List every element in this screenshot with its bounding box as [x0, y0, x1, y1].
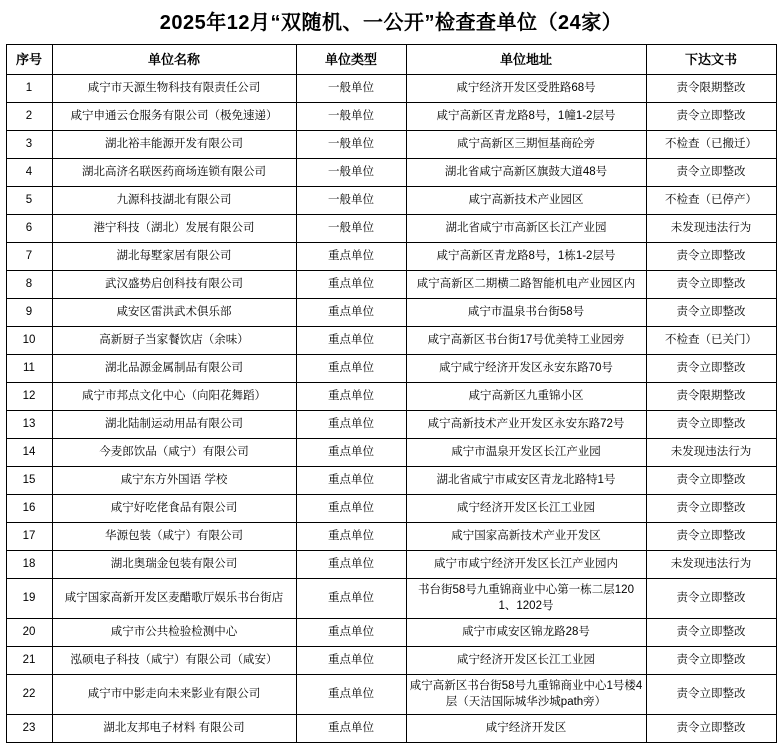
cell-unit-address: 咸宁高新区二期横二路智能机电产业园区内	[406, 271, 646, 299]
cell-index: 22	[6, 675, 52, 715]
cell-unit-type: 重点单位	[296, 495, 406, 523]
cell-unit-address: 咸宁高新技术产业开发区永安东路72号	[406, 411, 646, 439]
cell-unit-type: 一般单位	[296, 187, 406, 215]
cell-unit-type: 一般单位	[296, 215, 406, 243]
cell-unit-type: 重点单位	[296, 523, 406, 551]
cell-unit-type: 重点单位	[296, 551, 406, 579]
cell-index: 5	[6, 187, 52, 215]
table-header-row	[6, 45, 776, 75]
table-row	[6, 715, 776, 743]
cell-unit-address: 咸宁高新技术产业园区	[406, 187, 646, 215]
cell-unit-type: 一般单位	[296, 159, 406, 187]
cell-unit-address: 咸宁市咸宁经济开发区长江产业园内	[406, 551, 646, 579]
cell-issued-document: 未发现违法行为	[646, 551, 776, 579]
cell-unit-address: 咸宁经济开发区	[406, 715, 646, 743]
table-row	[6, 159, 776, 187]
table-row	[6, 439, 776, 467]
column-header-index: 序号	[6, 45, 52, 75]
cell-issued-document: 不检查（已关门）	[646, 327, 776, 355]
cell-unit-type: 重点单位	[296, 271, 406, 299]
cell-issued-document: 责令立即整改	[646, 411, 776, 439]
cell-unit-name: 湖北奥瑞金包装有限公司	[52, 551, 296, 579]
cell-unit-type: 重点单位	[296, 383, 406, 411]
cell-unit-type: 重点单位	[296, 243, 406, 271]
table-row	[6, 299, 776, 327]
cell-unit-address: 咸宁市温泉书台街58号	[406, 299, 646, 327]
table-row	[6, 647, 776, 675]
cell-issued-document: 责令立即整改	[646, 159, 776, 187]
cell-unit-address: 咸宁国家高新技术产业开发区	[406, 523, 646, 551]
cell-unit-address: 咸宁高新区青龙路8号，1栋1-2层号	[406, 243, 646, 271]
cell-issued-document: 责令立即整改	[646, 495, 776, 523]
cell-index: 4	[6, 159, 52, 187]
cell-unit-type: 重点单位	[296, 411, 406, 439]
cell-index: 18	[6, 551, 52, 579]
cell-unit-address: 咸宁高新区书台街17号优美特工业园旁	[406, 327, 646, 355]
cell-issued-document: 未发现违法行为	[646, 215, 776, 243]
cell-unit-address: 咸宁高新区三期恒基商砼旁	[406, 131, 646, 159]
table-row	[6, 411, 776, 439]
cell-issued-document: 责令立即整改	[646, 523, 776, 551]
cell-issued-document: 责令立即整改	[646, 271, 776, 299]
cell-unit-type: 重点单位	[296, 355, 406, 383]
table-row	[6, 383, 776, 411]
cell-unit-type: 重点单位	[296, 327, 406, 355]
cell-unit-type: 重点单位	[296, 647, 406, 675]
cell-unit-address: 湖北省咸宁市高新区长江产业园	[406, 215, 646, 243]
cell-unit-type: 重点单位	[296, 299, 406, 327]
cell-unit-address: 咸宁高新区九重锦小区	[406, 383, 646, 411]
cell-unit-name: 泓硕电子科技（咸宁）有限公司（咸安）	[52, 647, 296, 675]
cell-issued-document: 责令立即整改	[646, 647, 776, 675]
inspection-units-table	[6, 44, 777, 743]
cell-index: 14	[6, 439, 52, 467]
cell-unit-name: 高新厨子当家餐饮店（余味）	[52, 327, 296, 355]
table-row	[6, 131, 776, 159]
column-header-unit-type: 单位类型	[296, 45, 406, 75]
cell-unit-type: 一般单位	[296, 103, 406, 131]
cell-issued-document: 责令限期整改	[646, 383, 776, 411]
table-row	[6, 187, 776, 215]
column-header-unit-name: 单位名称	[52, 45, 296, 75]
table-row	[6, 495, 776, 523]
cell-index: 12	[6, 383, 52, 411]
table-row	[6, 103, 776, 131]
cell-unit-name: 湖北高济名联医药商场连锁有限公司	[52, 159, 296, 187]
cell-unit-name: 九源科技湖北有限公司	[52, 187, 296, 215]
cell-issued-document: 责令立即整改	[646, 619, 776, 647]
cell-index: 17	[6, 523, 52, 551]
cell-issued-document: 责令立即整改	[646, 243, 776, 271]
cell-index: 7	[6, 243, 52, 271]
cell-index: 20	[6, 619, 52, 647]
cell-unit-address: 湖北省咸宁高新区旗鼓大道48号	[406, 159, 646, 187]
cell-unit-address: 咸宁经济开发区长江工业园	[406, 495, 646, 523]
cell-index: 23	[6, 715, 52, 743]
cell-unit-name: 咸宁市邦点文化中心（向阳花舞蹈）	[52, 383, 296, 411]
cell-issued-document: 责令立即整改	[646, 675, 776, 715]
table-row	[6, 579, 776, 619]
cell-unit-type: 重点单位	[296, 619, 406, 647]
cell-unit-type: 重点单位	[296, 715, 406, 743]
cell-unit-name: 港宁科技（湖北）发展有限公司	[52, 215, 296, 243]
cell-unit-name: 湖北每墅家居有限公司	[52, 243, 296, 271]
table-row	[6, 75, 776, 103]
cell-unit-name: 湖北品源金属制品有限公司	[52, 355, 296, 383]
table-row	[6, 467, 776, 495]
cell-unit-name: 湖北陆制运动用品有限公司	[52, 411, 296, 439]
column-header-issued-document: 下达文书	[646, 45, 776, 75]
column-header-unit-address: 单位地址	[406, 45, 646, 75]
cell-unit-name: 华源包装（咸宁）有限公司	[52, 523, 296, 551]
cell-unit-name: 咸宁东方外国语 学校	[52, 467, 296, 495]
cell-index: 9	[6, 299, 52, 327]
table-row	[6, 523, 776, 551]
cell-unit-name: 今麦郎饮品（咸宁）有限公司	[52, 439, 296, 467]
cell-index: 15	[6, 467, 52, 495]
cell-unit-address: 湖北省咸宁市咸安区青龙北路特1号	[406, 467, 646, 495]
cell-issued-document: 责令立即整改	[646, 355, 776, 383]
cell-issued-document: 责令立即整改	[646, 467, 776, 495]
table-header	[6, 45, 776, 75]
cell-unit-address: 咸宁高新区青龙路8号，1幢1-2层号	[406, 103, 646, 131]
cell-unit-type: 重点单位	[296, 675, 406, 715]
cell-index: 19	[6, 579, 52, 619]
cell-unit-name: 咸宁市公共检验检测中心	[52, 619, 296, 647]
cell-index: 3	[6, 131, 52, 159]
table-row	[6, 619, 776, 647]
cell-index: 2	[6, 103, 52, 131]
cell-unit-name: 湖北裕丰能源开发有限公司	[52, 131, 296, 159]
cell-unit-address: 咸宁市咸安区锦龙路28号	[406, 619, 646, 647]
cell-unit-name: 咸宁市天源生物科技有限责任公司	[52, 75, 296, 103]
table-row	[6, 271, 776, 299]
cell-index: 11	[6, 355, 52, 383]
cell-index: 13	[6, 411, 52, 439]
cell-issued-document: 不检查（已停产）	[646, 187, 776, 215]
cell-unit-name: 咸宁好吃佬食品有限公司	[52, 495, 296, 523]
cell-index: 21	[6, 647, 52, 675]
cell-index: 1	[6, 75, 52, 103]
cell-unit-name: 咸宁国家高新开发区麦醋歌厅娱乐书台街店	[52, 579, 296, 619]
cell-unit-name: 武汉盛势启创科技有限公司	[52, 271, 296, 299]
cell-unit-name: 咸宁市中影走向未来影业有限公司	[52, 675, 296, 715]
cell-unit-type: 重点单位	[296, 439, 406, 467]
cell-issued-document: 责令限期整改	[646, 75, 776, 103]
cell-unit-name: 湖北友邦电子材料 有限公司	[52, 715, 296, 743]
cell-issued-document: 责令立即整改	[646, 103, 776, 131]
cell-unit-address: 咸宁咸宁经济开发区永安东路70号	[406, 355, 646, 383]
cell-index: 6	[6, 215, 52, 243]
table-row	[6, 675, 776, 715]
cell-unit-name: 咸安区雷洪武术俱乐部	[52, 299, 296, 327]
cell-unit-name: 咸宁申通云仓服务有限公司（极免速递）	[52, 103, 296, 131]
cell-index: 10	[6, 327, 52, 355]
cell-index: 8	[6, 271, 52, 299]
table-body	[6, 75, 776, 743]
cell-unit-address: 咸宁市温泉开发区长江产业园	[406, 439, 646, 467]
cell-unit-type: 一般单位	[296, 75, 406, 103]
cell-unit-type: 重点单位	[296, 579, 406, 619]
table-row	[6, 243, 776, 271]
table-row	[6, 215, 776, 243]
cell-issued-document: 责令立即整改	[646, 579, 776, 619]
cell-unit-type: 一般单位	[296, 131, 406, 159]
cell-issued-document: 责令立即整改	[646, 299, 776, 327]
cell-unit-address: 咸宁经济开发区长江工业园	[406, 647, 646, 675]
cell-unit-address: 咸宁高新区书台街58号九重锦商业中心1号楼4层（天洁国际城华沙城path旁）	[406, 675, 646, 715]
cell-issued-document: 未发现违法行为	[646, 439, 776, 467]
cell-unit-address: 书台街58号九重锦商业中心第一栋二层1201、1202号	[406, 579, 646, 619]
cell-issued-document: 责令立即整改	[646, 715, 776, 743]
table-row	[6, 355, 776, 383]
cell-unit-address: 咸宁经济开发区受胜路68号	[406, 75, 646, 103]
table-row	[6, 327, 776, 355]
cell-issued-document: 不检查（已搬迁）	[646, 131, 776, 159]
cell-unit-type: 重点单位	[296, 467, 406, 495]
cell-index: 16	[6, 495, 52, 523]
page-title: 2025年12月“双随机、一公开”检查查单位（24家）	[159, 12, 623, 34]
table-row	[6, 551, 776, 579]
